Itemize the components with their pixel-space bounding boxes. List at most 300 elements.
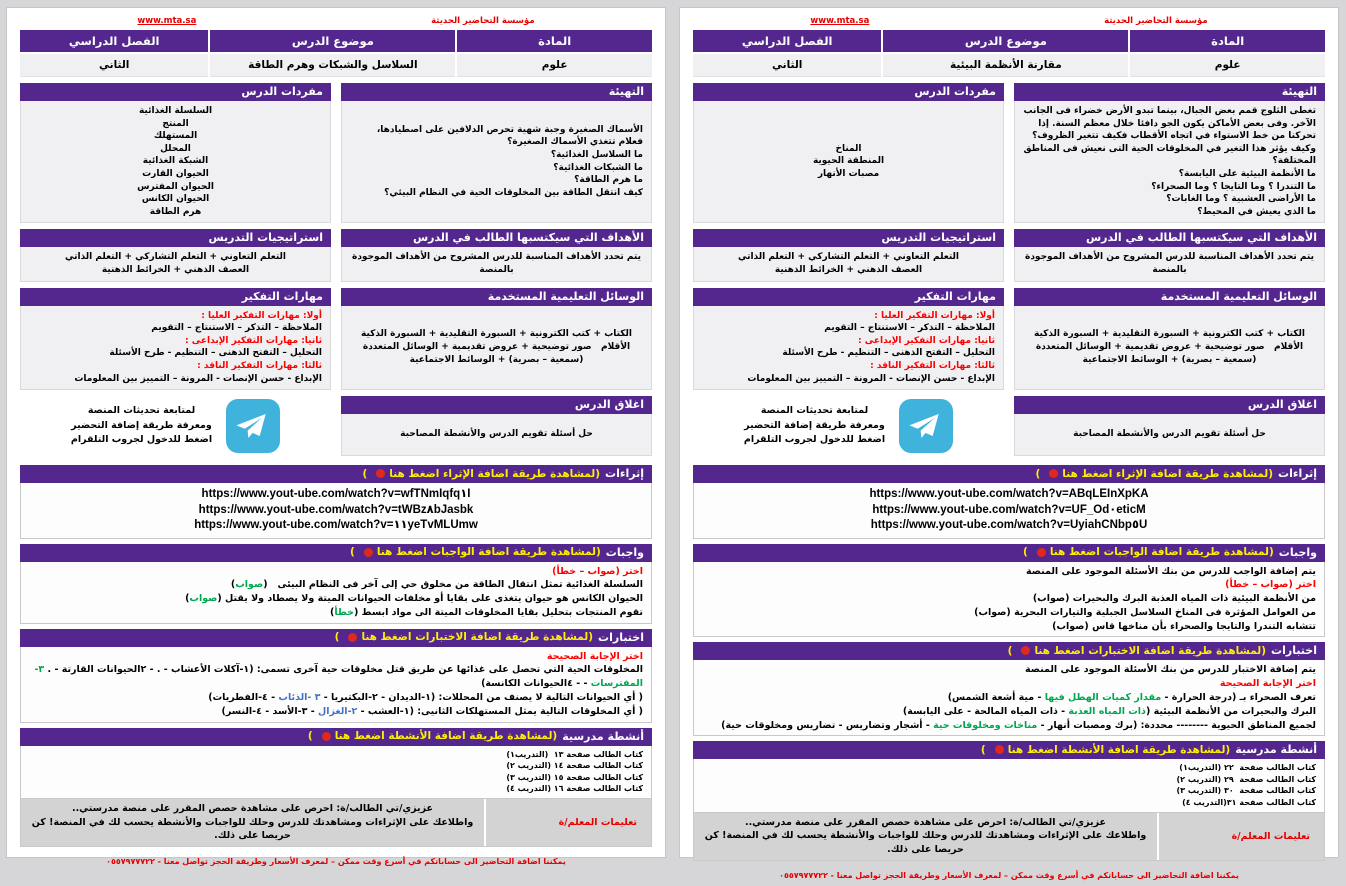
section-title: واجبات [605, 545, 644, 559]
text-segment: كتاب الطالب صفحة ١٥ (التدريب ٣) [506, 772, 643, 782]
text-line [702, 691, 1316, 705]
text-segment: تقوم المنتجات بتحليل بقايا المخلوقات الميتة الى مواد ابسط ( [354, 606, 643, 618]
click-here-link[interactable]: (لمشاهدة طريقة اضافة الواجبات اضغط هنا [376, 546, 601, 559]
text-segment: التحليل – التفتح الذهنى – التنظيم - طرح الأسئلة [109, 348, 322, 359]
click-here-link[interactable]: (لمشاهدة طريقة اضافة الواجبات اضغط هنا [1049, 546, 1274, 559]
text-line [1023, 328, 1316, 341]
tests-body [20, 647, 652, 723]
text-segment: مصبات الأنهار [817, 168, 880, 179]
box-thinking-skills-title: مهارات التفكير [693, 288, 1004, 306]
footer-note: يمكننا اضافة التحاضير الى حساباتكم في أسرع وقت ممكن – لمعرف الأسعار وطريقة الحجز تواصل معنا - ٠٥٥٧٩٧٧٧٢٢ [106, 857, 566, 867]
red-dot-icon[interactable] [376, 469, 385, 478]
box-teaching-aids [341, 288, 652, 391]
section-tests [20, 629, 652, 723]
box-teaching-aids-title: الوسائل التعليمية المستخدمة [1014, 288, 1325, 306]
text-line [744, 404, 885, 419]
text-line [702, 816, 1149, 830]
text-line [350, 428, 643, 441]
text-line [702, 264, 995, 277]
text-segment: ثالثا: مهارات التفكير الناقد : [870, 360, 995, 371]
box-thinking-skills-body [20, 306, 331, 391]
text-segment: يتم تحدد الأهداف المناسبة للدرس المشروح من الأهداف الموجودة بالمنصة [1025, 252, 1314, 275]
text-line [702, 518, 1316, 534]
box-vocabulary [20, 83, 331, 223]
text-segment: المخلوقات الحية التي تحصل على غذائها عن طريق قتل مخلوقات حية آخرى تسمى: (١-آكلات الأعشاب - . - ٢الحيوانات القارتة - . [44, 664, 643, 676]
text-line [1023, 354, 1316, 367]
text-segment: المناخ [835, 143, 862, 154]
topic-value: مقارنة الأنظمة البيئية [883, 54, 1128, 77]
text-segment: حل أسئلة تقويم الدرس والأنشطة المصاحبة [400, 429, 593, 440]
text-line [702, 373, 995, 386]
text-line [1023, 105, 1316, 168]
text-segment: المنطقة الحيوية [812, 156, 885, 167]
text-line [1023, 193, 1316, 206]
box-warmup [341, 83, 652, 223]
section-activities [20, 728, 652, 848]
text-line [29, 322, 322, 335]
text-line [702, 143, 995, 156]
section-title: إثراءات [1278, 467, 1317, 481]
red-dot-icon[interactable] [322, 732, 331, 741]
masthead [20, 16, 652, 26]
col-header-topic: موضوع الدرس [210, 30, 455, 52]
text-line [702, 705, 1316, 719]
text-segment: خطأ [334, 606, 355, 618]
box-teaching-aids-body [1014, 306, 1325, 391]
text-segment: تتشابه التندرا والتايجا والصحراء بأن مناخها قاس (صواب) [1052, 620, 1316, 632]
subject-value: علوم [1130, 54, 1325, 77]
section-subtitle-close: ) [1007, 644, 1013, 657]
text-segment: اختر الإجابة الصحيحة [1219, 678, 1316, 690]
text-segment: الحيوان القارت [142, 168, 209, 179]
red-dot-icon[interactable] [1049, 469, 1058, 478]
box-strategies [20, 229, 331, 281]
text-line [350, 328, 643, 341]
text-segment: التعلم التعاوني + التعلم التشاركي + التعلم الذاتي [65, 252, 286, 263]
text-line [350, 187, 643, 200]
text-segment: الملاحظة – التذكر – الاستنتاج – التقويم [824, 323, 995, 334]
text-segment: كتاب الطالب صفحة ٢٢ (التدريب١) [1179, 763, 1316, 773]
text-line [702, 677, 1316, 691]
text-segment: يتم تحدد الأهداف المناسبة للدرس المشروح من الأهداف الموجودة بالمنصة [352, 252, 641, 275]
text-segment: - مية أشعة الشمس) [947, 692, 1045, 703]
section-title: اختبارات [1271, 644, 1317, 658]
text-segment: كيف انتقل الطاقة بين المخلوقات الحية في النظام البيئي؟ [384, 187, 643, 198]
text-line [1023, 428, 1316, 441]
text-line [350, 124, 643, 149]
box-goals-body [1014, 247, 1325, 281]
box-goals [1014, 229, 1325, 281]
text-line [702, 503, 1316, 519]
text-segment: ٣-المفترسات [34, 664, 643, 690]
section-enrichments [693, 465, 1325, 539]
box-thinking-skills [20, 288, 331, 391]
section-title: واجبات [1278, 545, 1317, 559]
text-line [702, 620, 1316, 634]
text-line [29, 650, 643, 664]
text-segment: عزيزي/تي الطالب/ة: احرص على مشاهدة حصص المقرر على منصة مدرستي.. [71, 802, 434, 814]
text-segment: الكتاب + كتب الكترونية + السبورة التقليدية + السبورة الذكية [1033, 329, 1306, 340]
text-segment: أولا: مهارات التفكير العليا : [201, 310, 322, 321]
text-line [702, 322, 995, 335]
text-line [702, 360, 995, 373]
text-segment: - - ٤الحيوانات الكانسة) [481, 678, 591, 690]
click-here-link[interactable]: (لمشاهدة طريقة اضافة الاختبارات اضغط هنا [361, 631, 594, 644]
text-segment: واطلاعك على الإثراءات ومشاهدتك للدرس وحلك للواجبات والأنشطة يحسب لك في المنصة! كن حريصا على ذلك. [704, 830, 1147, 856]
boxes-grid [20, 83, 652, 456]
text-line [29, 503, 643, 519]
red-dot-icon[interactable] [1021, 646, 1030, 655]
text-line [702, 663, 1316, 677]
lesson-info-table [693, 30, 1325, 77]
text-segment: كتاب الطالب صفحة ١٦ (التدريب ٤) [506, 784, 643, 794]
text-line [1023, 251, 1316, 276]
section-subtitle-close: ) [350, 546, 355, 559]
box-strategies-body [693, 247, 1004, 281]
click-here-link[interactable]: (لمشاهدة طريقة اضافة الأنشطة اضغط هنا [334, 730, 558, 743]
text-line [702, 592, 1316, 606]
text-segment: - ذات المياه المالحة - على اليابسة) [902, 705, 1069, 717]
text-line [29, 565, 643, 579]
text-segment: لجميع المناطق الحيوية -------- محددة: (برك ومصبات أنهار - [1037, 719, 1316, 731]
text-line [29, 155, 322, 168]
section-subtitle-close: ) [334, 631, 340, 644]
section-tests-header [20, 629, 652, 647]
text-line [702, 168, 995, 181]
box-warmup-title: التهيئة [341, 83, 652, 101]
text-segment: الإبداع - حسن الإنصات - المرونة – التمييز بين المعلومات [747, 373, 995, 384]
section-homework [20, 544, 652, 624]
section-subtitle-close: ) [307, 730, 313, 743]
text-segment: عزيزي/تي الطالب/ة: احرص على مشاهدة حصص المقرر على منصة مدرستي.. [744, 816, 1107, 828]
text-segment: تعرف الصحراء بـ (درجة الحرارة - [1161, 692, 1316, 703]
text-line [29, 193, 322, 206]
text-segment: العصف الذهني + الخرائط الذهنية [774, 264, 923, 275]
text-segment: المنتج [162, 118, 189, 129]
text-segment: ما الشبكات الغذائية؟ [553, 162, 643, 173]
col-header-topic: موضوع الدرس [883, 30, 1128, 52]
text-segment: اختر (صواب – خطأ) [1225, 579, 1316, 591]
lesson-page-left [6, 7, 666, 867]
text-segment: (سمعية – بصرية) + الوسائط الاجتماعية [1082, 354, 1257, 365]
teacher-instructions-label: تعليمات المعلم/ة [1159, 813, 1324, 860]
text-line [29, 143, 322, 156]
text-segment: ما هرم الطاقة؟ [574, 175, 643, 186]
box-vocabulary [693, 83, 1004, 223]
org-name: مؤسسة التحاضير الحديثة [1104, 16, 1208, 26]
text-line [702, 487, 1316, 503]
text-line [29, 168, 322, 181]
text-segment: السلسلة الغذائية [138, 106, 213, 116]
topic-value: السلاسل والشبكات وهرم الطاقة [210, 54, 455, 77]
lesson-info-table [20, 30, 652, 77]
text-segment: تغطى الثلوج قمم بعض الجبال، بينما تبدو الأرض خضراء فى الجانب الآخر. وفى بعض الأماكن يكون الجو دافئا خلال معظم السنة. إذا تحركنا من خط الاستواء في اتجاه الأقطاب فكيف تتغير الظروف؟ وكيف يؤثر هذا التغير في المخلوقات الحية التى نعيش فى المناطق المختلفة؟ [1023, 106, 1316, 167]
text-segment: المستهلك [153, 131, 198, 142]
telegram-block [693, 396, 1004, 456]
text-segment: لمتابعة تحديثات المنصة [760, 405, 869, 417]
text-line [1023, 168, 1316, 181]
box-lesson-closing [341, 396, 652, 456]
text-segment: المحلل [160, 143, 191, 154]
box-strategies-title: استراتيجيات التدريس [20, 229, 331, 247]
text-segment: ما الذي يعيش في المحيط؟ [1197, 206, 1316, 217]
text-segment: https://www.yout-ube.com/watch?v=wfTNmIqfq١I [201, 488, 471, 501]
homework-body [20, 562, 652, 624]
text-segment: الكتاب + كتب الكترونية + السبورة التقليدية + السبورة الذكية [360, 329, 633, 340]
text-line [350, 251, 643, 276]
text-line [702, 565, 1316, 579]
text-segment: اختر (صواب – خطأ) [552, 565, 643, 577]
text-segment: الحيوان المفترس [137, 181, 214, 192]
section-title: أنشطة مدرسية [562, 729, 644, 743]
section-subtitle-close: ) [1023, 546, 1028, 559]
text-line [702, 155, 995, 168]
text-segment: كتاب الطالب صفحة ٢٩ (التدريب ٢) [1176, 774, 1316, 784]
red-dot-icon[interactable] [1037, 548, 1046, 557]
lesson-page-right [679, 7, 1339, 880]
box-vocabulary-body [693, 101, 1004, 223]
box-lesson-closing [1014, 396, 1325, 456]
text-segment: هرم الطاقة [149, 206, 202, 217]
text-line [29, 760, 643, 772]
text-line [71, 419, 212, 434]
text-line [350, 354, 643, 367]
red-dot-icon[interactable] [995, 745, 1004, 754]
text-line [350, 174, 643, 187]
box-lesson-closing-body [1014, 414, 1325, 456]
text-segment: كتاب الطالب صفحة ١٣ (التدريب١) [506, 749, 643, 759]
text-line [29, 206, 322, 219]
section-title: إثراءات [605, 467, 644, 481]
section-activities-header [20, 728, 652, 746]
col-header-subject: المادة [1130, 30, 1325, 52]
text-line [29, 663, 643, 691]
masthead [693, 16, 1325, 26]
semester-value: الثاني [693, 54, 881, 77]
section-enrichments-header [20, 465, 652, 483]
text-segment: - أشجار وتضاريس - تضاريس ومخلوقات حية) [721, 719, 934, 731]
text-segment: اختر الإجابة الصحيحة [546, 650, 643, 662]
box-warmup-title: التهيئة [1014, 83, 1325, 101]
text-line [1023, 206, 1316, 219]
homework-body [693, 562, 1325, 638]
text-segment: ما التندرا ؟ وما التايجا ؟ وما الصحراء؟ [1151, 181, 1316, 192]
text-line [29, 118, 322, 131]
text-line [702, 797, 1316, 809]
text-line [29, 816, 476, 844]
text-line [350, 162, 643, 175]
text-segment: صواب [235, 579, 264, 591]
box-warmup-body [1014, 101, 1325, 223]
text-line [29, 606, 643, 620]
text-segment: الملاحظة – التذكر – الاستنتاج – التقويم [151, 323, 322, 334]
section-subtitle-close: ) [362, 467, 368, 480]
text-line [29, 335, 322, 348]
box-teaching-aids [1014, 288, 1325, 391]
text-segment: https://www.yout-ube.com/watch?v=tWBz٨bJasbk [198, 503, 474, 516]
click-here-link[interactable]: (لمشاهدة طريقة اضافة الاختبارات اضغط هنا [1034, 644, 1267, 657]
text-segment: https://www.yout-ube.com/watch?v=١١yeTvMLUmw [194, 519, 478, 532]
text-line [29, 487, 643, 503]
text-segment: مقدار كميات الهطل فيها [1044, 692, 1162, 703]
text-segment: أولا: مهارات التفكير العليا : [874, 310, 995, 321]
text-segment: ) [230, 579, 236, 591]
col-header-semester: الفصل الدراسي [20, 30, 208, 52]
text-segment: الإبداع - حسن الإنصات - المرونة – التمييز بين المعلومات [74, 373, 322, 384]
text-line [744, 419, 885, 434]
text-segment: الأقلام صور توضيحية + عروض تقديمية + الوسائل المتعددة [1035, 342, 1304, 353]
text-line [702, 578, 1316, 592]
text-line [702, 347, 995, 360]
teacher-instructions-row [20, 799, 652, 847]
text-line [702, 829, 1149, 857]
site-link[interactable]: www.mta.sa [137, 16, 197, 26]
text-segment: ٢-الغزال [317, 705, 358, 717]
text-line [702, 251, 995, 264]
text-segment: كتاب الطالب صفحة ١٤ (التدريب ٢) [506, 761, 643, 771]
box-thinking-skills-body [693, 306, 1004, 391]
section-subtitle-close: ) [1035, 467, 1041, 480]
text-segment: https://www.yout-ube.com/watch?v=ABqLEInXpKA [869, 488, 1149, 501]
box-vocabulary-title: مفردات الدرس [20, 83, 331, 101]
text-line [1023, 181, 1316, 194]
text-segment: ما الأراضى العشبية ؟ وما الغابات؟ [1166, 194, 1316, 205]
subject-value: علوم [457, 54, 652, 77]
box-warmup [1014, 83, 1325, 223]
text-line [29, 360, 322, 373]
text-segment: ثانيا: مهارات التفكير الإبداعى : [858, 335, 995, 346]
activities-body [20, 746, 652, 799]
text-segment: السلسلة الغذائية تمثل انتقال الطاقة من مخلوق حي إلى آخر فى النظام البيئى ( [263, 579, 643, 591]
text-segment: ومعرفة طريقة إضافة التحضير [744, 419, 885, 431]
click-here-link[interactable]: (لمشاهدة طريقة اضافة الإثراء اضغط هنا [1062, 467, 1274, 480]
text-segment: من الأنظمة البيئية ذات المياه العذبة البرك والبحيرات (صواب) [1032, 593, 1316, 605]
text-line [702, 785, 1316, 797]
telegram-block [20, 396, 331, 456]
box-thinking-skills [693, 288, 1004, 391]
box-goals-title: الأهداف التي سيكتسبها الطالب في الدرس [1014, 229, 1325, 247]
text-segment: ومعرفة طريقة إضافة التحضير [71, 419, 212, 431]
text-segment: (سمعية – بصرية) + الوسائط الاجتماعية [409, 354, 584, 365]
text-line [29, 518, 643, 534]
text-line [29, 772, 643, 784]
semester-value: الثاني [20, 54, 208, 77]
box-teaching-aids-title: الوسائل التعليمية المستخدمة [341, 288, 652, 306]
text-line [744, 433, 885, 448]
activities-body [693, 759, 1325, 812]
text-line [702, 310, 995, 323]
site-link[interactable]: www.mta.sa [810, 16, 870, 26]
text-line [29, 130, 322, 143]
text-line [29, 592, 643, 606]
text-line [29, 373, 322, 386]
telegram-join-text[interactable] [744, 404, 885, 448]
section-title: أنشطة مدرسية [1235, 743, 1317, 757]
section-enrichments [20, 465, 652, 539]
text-segment: اضغط للدخول لجروب التلقرام [743, 434, 886, 446]
box-strategies-title: استراتيجيات التدريس [693, 229, 1004, 247]
text-line [29, 251, 322, 264]
text-segment: ( أي المخلوقات التالية يمثل المستهلكات الثانيى: (١-العشب - [357, 705, 643, 717]
text-segment: من العوامل المؤثرة فى المناخ السلاسل الجبلية والتيارات البحرية (صواب) [974, 606, 1316, 618]
text-line [29, 181, 322, 194]
text-line [29, 578, 643, 592]
text-line [702, 335, 995, 348]
box-goals-title: الأهداف التي سيكتسبها الطالب في الدرس [341, 229, 652, 247]
text-line [702, 762, 1316, 774]
section-homework [693, 544, 1325, 638]
section-tests-header [693, 642, 1325, 660]
text-line [29, 310, 322, 323]
text-segment: لمتابعة تحديثات المنصة [87, 405, 196, 417]
telegram-icon[interactable] [899, 399, 953, 453]
text-segment: كتاب الطالب صفحة ٣١(التدريب ٤) [1182, 798, 1316, 808]
text-segment: يتم إضافة الاختبار للدرس من بنك الأسئلة الموجود على المنصة [1024, 664, 1316, 676]
text-segment: ) [330, 606, 335, 618]
text-segment: الحيوان الكانس هو حيوان يتغذى على بقايا أو مخلفات الحيوانات الميتة ولا يصطاد ولا يقتل ( [217, 593, 643, 605]
text-line [29, 802, 476, 816]
red-dot-icon[interactable] [348, 633, 357, 642]
click-here-link[interactable]: (لمشاهدة طريقة اضافة الإثراء اضغط هنا [389, 467, 601, 480]
text-line [29, 264, 322, 277]
footer-note: يمكننا اضافة التحاضير الى حساباتكم في أسرع وقت ممكن – لمعرف الأسعار وطريقة الحجز تواصل معنا - ٠٥٥٧٩٧٧٧٢٢ [779, 870, 1239, 880]
text-segment: واطلاعك على الإثراءات ومشاهدتك للدرس وحلك للواجبات والأنشطة يحسب لك في المنصة! كن حريصا على ذلك. [31, 816, 474, 842]
box-teaching-aids-body [341, 306, 652, 391]
tests-body [693, 660, 1325, 736]
section-homework-header [20, 544, 652, 562]
section-tests [693, 642, 1325, 736]
text-segment: ثانيا: مهارات التفكير الإبداعى : [185, 335, 322, 346]
box-lesson-closing-title: اغلاق الدرس [341, 396, 652, 414]
red-dot-icon[interactable] [364, 548, 373, 557]
text-line [702, 606, 1316, 620]
teacher-instructions-text [21, 799, 484, 846]
telegram-join-text[interactable] [71, 404, 212, 448]
text-segment: كتاب الطالب صفحة ٣٠ (التدريب ٣) [1176, 786, 1316, 796]
text-segment: حل أسئلة تقويم الدرس والأنشطة المصاحبة [1073, 429, 1266, 440]
telegram-icon[interactable] [226, 399, 280, 453]
box-lesson-closing-body [341, 414, 652, 456]
paper-plane-icon [235, 410, 267, 442]
text-line [350, 149, 643, 162]
enrichment-links [693, 483, 1325, 539]
click-here-link[interactable]: (لمشاهدة طريقة اضافة الأنشطة اضغط هنا [1007, 743, 1231, 756]
col-header-semester: الفصل الدراسي [693, 30, 881, 52]
text-segment: مناخات ومخلوقات حية [933, 719, 1038, 731]
col-header-subject: المادة [457, 30, 652, 52]
text-segment: https://www.yout-ube.com/watch?v=UF_Od٠eticM [872, 503, 1146, 516]
section-activities [693, 741, 1325, 861]
paper-plane-icon [908, 410, 940, 442]
box-thinking-skills-title: مهارات التفكير [20, 288, 331, 306]
text-segment: الأقلام صور توضيحية + عروض تقديمية + الوسائل المتعددة [362, 342, 631, 353]
text-segment: ٣ -الذئاب [278, 692, 321, 703]
text-line [29, 691, 643, 705]
text-segment: ما السلاسل الغذائية؟ [550, 150, 643, 161]
text-segment: - ٤-الفطريات) [208, 692, 279, 703]
text-segment: العصف الذهني + الخرائط الذهنية [101, 264, 250, 275]
boxes-grid [693, 83, 1325, 456]
section-homework-header [693, 544, 1325, 562]
text-segment: ( أي الحيوانات التالية لا يصنف من المحللات: (١-الديدان - ٢-البكتيريا - [320, 692, 643, 703]
box-vocabulary-body [20, 101, 331, 223]
teacher-instructions-text [694, 813, 1157, 860]
box-goals [341, 229, 652, 281]
text-line [702, 719, 1316, 733]
text-line [1023, 341, 1316, 354]
text-segment: ) [185, 593, 190, 605]
enrichment-links [20, 483, 652, 539]
